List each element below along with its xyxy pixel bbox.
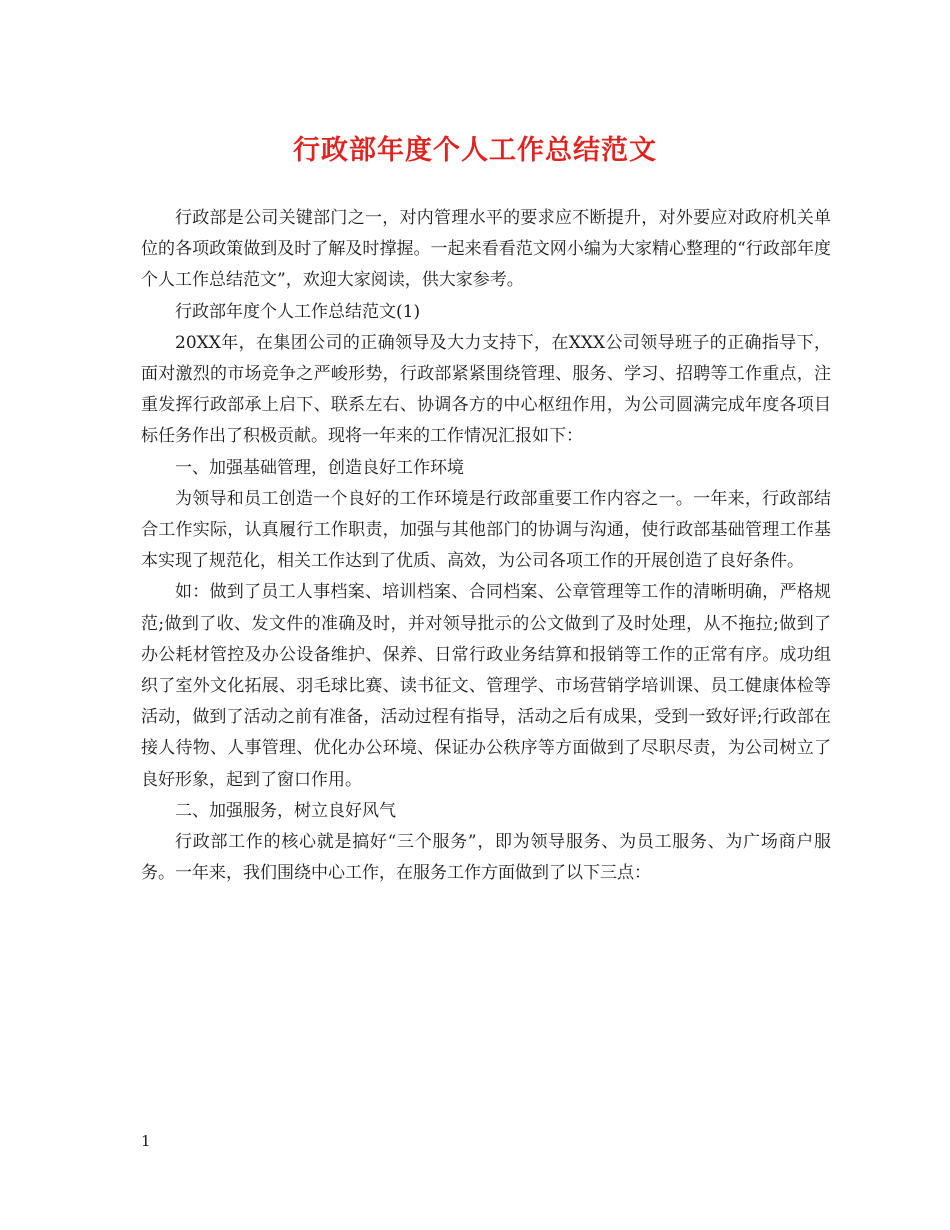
section-heading: 一、加强基础管理，创造良好工作环境: [175, 457, 464, 478]
intro-paragraph: 行政部是公司关键部门之一，对内管理水平的要求应不断提升，对外要应对政府机关单位的各项政策做到及时了解及时撑握。一起来看看范文网小编为大家精心整理的“行政部年度个人工作总结范文”，欢迎大家阅读，供大家参考。: [141, 208, 831, 291]
page-number: 1: [141, 1132, 151, 1150]
document-body: [141, 203, 831, 889]
body-paragraph: 如：做到了员工人事档案、培训档案、合同档案、公章管理等工作的清晰明确，严格规范;做到了收、发文件的准确及时，并对领导批示的公文做到了及时处理，从不拖拉;做到了办公耗材管控及办公设备维护、保养、日常行政业务结算和报销等工作的正常有序。成功组织了室外文化拓展、羽毛球比赛、读书征文、管理学、市场营销学培训课、员工健康体检等活动，做到了活动之前有准备，活动过程有指导，活动之后有成果，受到一致好评;行政部在接人待物、人事管理、优化办公环境、保证办公秩序等方面做到了尽职尽责，为公司树立了良好形象，起到了窗口作用。: [141, 582, 831, 790]
body-paragraph: 为领导和员工创造一个良好的工作环境是行政部重要工作内容之一。一年来，行政部结合工作实际，认真履行工作职责，加强与其他部门的协调与沟通，使行政部基础管理工作基本实现了规范化，相关工作达到了优质、高效，为公司各项工作的开展创造了良好条件。: [141, 488, 831, 572]
body-paragraph: 行政部工作的核心就是搞好“三个服务”，即为领导服务、为员工服务、为广场商户服务。一年来，我们围绕中心工作，在服务工作方面做到了以下三点：: [141, 832, 831, 884]
document-title: 行政部年度个人工作总结范文: [293, 135, 657, 166]
body-paragraph: 20XX年，在集团公司的正确领导及大力支持下，在XXX公司领导班子的正确指导下，面对激烈的市场竞争之严峻形势，行政部紧紧围绕管理、服务、学习、招聘等工作重点，注重发挥行政部承上启下、联系左右、协调各方的中心枢纽作用，为公司圆满完成年度各项目标任务作出了积极贡献。现将一年来的工作情况汇报如下：: [141, 332, 831, 447]
section-heading: 二、加强服务，树立良好风气: [175, 800, 396, 821]
section-heading: 行政部年度个人工作总结范文(1): [175, 301, 421, 322]
